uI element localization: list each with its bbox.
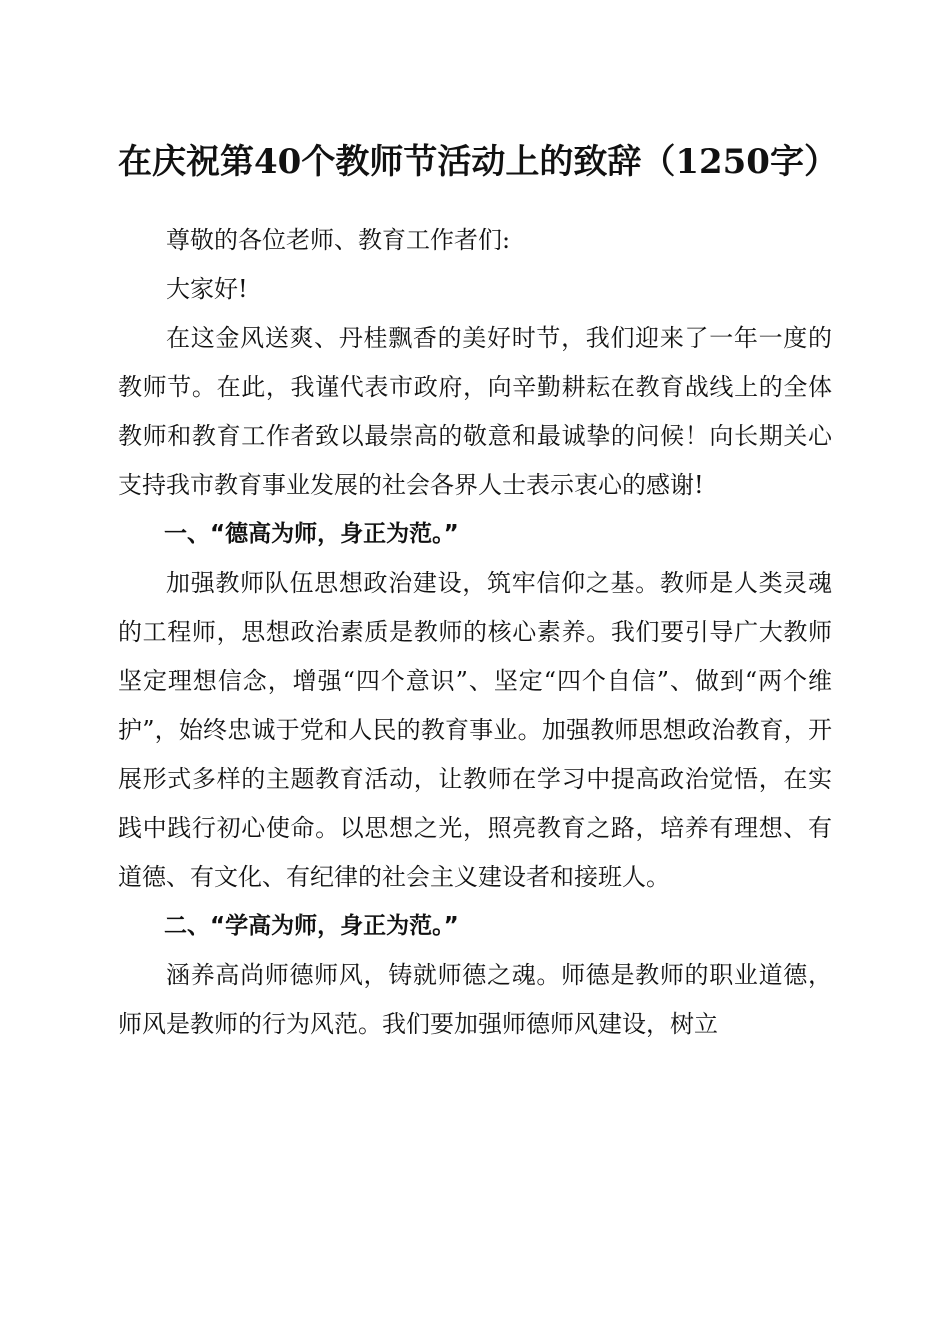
section-heading-1: 一、“德高为师，身正为范。” [164,521,459,547]
greeting: 大家好! [166,275,248,303]
section-1-paragraph: 加强教师队伍思想政治建设，筑牢信仰之基。教师是人类灵魂的工程师，思想政治素质是教师的核心素养。我们要引导广大教师坚定理想信念，增强“四个意识”、坚定“四个自信”、做到“两个维护”，始终忠诚于党和人民的教育事业。加强教师思想政治教育，开展形式多样的主题教育活动，让教师在学习中提高政治觉悟，在实践中践行初心使命。以思想之光，照亮教育之路，培养有理想、有道德、有文化、有纪律的社会主义建设者和接班人。 [118,569,832,891]
section-heading-2: 二、“学高为师，身正为范。” [164,913,459,939]
document-title: 在庆祝第40个教师节活动上的致辞（1250字） [118,142,838,182]
intro-paragraph: 在这金风送爽、丹桂飘香的美好时节，我们迎来了一年一度的教师节。在此，我谨代表市政府，向辛勤耕耘在教育战线上的全体教师和教育工作者致以最崇高的敬意和最诚挚的问候！向长期关心支持我市教育事业发展的社会各界人士表示衷心的感谢! [118,324,832,499]
salutation: 尊敬的各位老师、教育工作者们: [166,226,511,254]
document-body [118,216,832,1049]
section-2-paragraph: 涵养高尚师德师风，铸就师德之魂。师德是教师的职业道德，师风是教师的行为风范。我们要加强师德师风建设，树立 [118,961,832,1038]
